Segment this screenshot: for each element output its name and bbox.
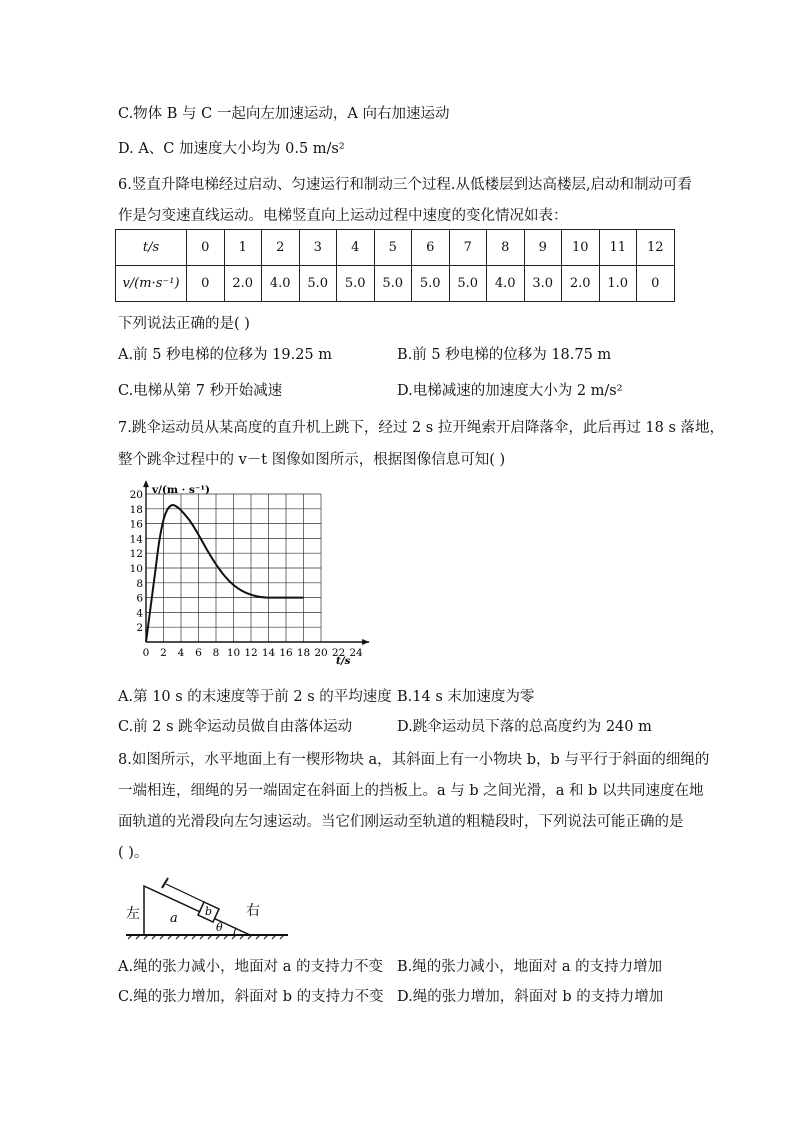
- q6-option-d[interactable]: D.电梯减速的加速度大小为 2 m/s²: [397, 383, 623, 399]
- x-axis-label: t/s: [336, 655, 351, 667]
- table-cell: 1.0: [599, 266, 637, 302]
- table-cell: 0: [187, 266, 225, 302]
- y-tick-label: 16: [129, 518, 143, 531]
- angle-label-theta: θ: [216, 921, 223, 934]
- y-tick-label: 12: [129, 548, 143, 561]
- table-cell: 5.0: [299, 266, 337, 302]
- x-tick-label: 18: [296, 647, 311, 659]
- table-cell: 0: [187, 230, 225, 266]
- table-cell: 10: [562, 230, 600, 266]
- table-cell: 5.0: [449, 266, 487, 302]
- x-tick-label: 8: [212, 647, 220, 659]
- left-label: 左: [126, 906, 140, 922]
- table-cell: 4: [337, 230, 375, 266]
- x-tick-label: 4: [177, 647, 185, 659]
- angle-arc: [234, 928, 236, 935]
- table-cell: 9: [524, 230, 562, 266]
- q7-stem-line1: 7.跳伞运动员从某高度的直升机上跳下，经过 2 s 拉开绳索开启降落伞，此后再过 18 s 落地，: [118, 420, 725, 436]
- table-cell: 0: [637, 266, 675, 302]
- vt-chart: [118, 480, 363, 668]
- chart-grid: [146, 494, 321, 642]
- q6-question: 下列说法正确的是( ): [118, 316, 250, 332]
- q8-stem-line1: 8.如图所示，水平地面上有一楔形物块 a，其斜面上有一小物块 b，b 与平行于斜面的细绳的: [118, 752, 710, 768]
- table-cell: 5.0: [374, 266, 412, 302]
- q6-option-a[interactable]: A.前 5 秒电梯的位移为 19.25 m: [118, 347, 333, 363]
- q7-option-a[interactable]: A.第 10 s 的末速度等于前 2 s 的平均速度: [118, 689, 392, 705]
- y-tick-label: 18: [129, 503, 143, 516]
- y-tick-label: 4: [136, 607, 143, 620]
- table-cell: 7: [449, 230, 487, 266]
- table-cell: 5: [374, 230, 412, 266]
- velocity-curve: [146, 505, 304, 642]
- table-cell: 3.0: [524, 266, 562, 302]
- table-cell: 4.0: [487, 266, 525, 302]
- x-tick-label: 2: [160, 647, 167, 659]
- wedge-label-a: a: [170, 911, 178, 926]
- table-cell: 2.0: [224, 266, 262, 302]
- y-tick-label: 10: [129, 563, 143, 575]
- table-row: [116, 230, 675, 266]
- x-tick-label: 24: [349, 647, 363, 659]
- q8-option-b[interactable]: B.绳的张力减小，地面对 a 的支持力增加: [397, 959, 663, 975]
- table-row: [116, 266, 675, 302]
- x-tick-label: 12: [244, 647, 258, 659]
- table-header-velocity: v/(m·s⁻¹): [116, 266, 187, 302]
- table-cell: 5.0: [412, 266, 450, 302]
- table-header-time: t/s: [116, 230, 187, 266]
- y-tick-label: 14: [129, 533, 143, 546]
- chart-axes: [143, 480, 369, 645]
- table-cell: 8: [487, 230, 525, 266]
- y-tick-label: 2: [136, 622, 143, 635]
- q8-stem-line4: ( )。: [118, 845, 149, 861]
- q7-option-b[interactable]: B.14 s 末加速度为零: [397, 689, 535, 705]
- y-axis-label: v/(m · s⁻¹): [152, 484, 211, 496]
- table-cell: 3: [299, 230, 337, 266]
- wedge-a: [144, 886, 250, 935]
- y-tick-label: 6: [136, 592, 143, 605]
- x-tick-label: 14: [261, 647, 276, 659]
- stopper-plate: [162, 878, 168, 888]
- table-cell: 2: [262, 230, 300, 266]
- prev-option-d: D. A、C 加速度大小均为 0.5 m/s²: [118, 141, 345, 157]
- y-tick-label: 20: [129, 489, 143, 501]
- table-cell: 4.0: [262, 266, 300, 302]
- table-cell: 11: [599, 230, 637, 266]
- x-tick-label: 16: [279, 647, 293, 659]
- q8-option-d[interactable]: D.绳的张力增加，斜面对 b 的支持力增加: [397, 989, 664, 1005]
- right-label: 右: [246, 903, 260, 919]
- q6-stem-line2: 作是匀变速直线运动。电梯竖直向上运动过程中速度的变化情况如表：: [118, 208, 568, 224]
- x-tick-label: 10: [226, 647, 241, 659]
- q6-velocity-table: [115, 229, 675, 302]
- y-axis-arrow: [143, 480, 149, 487]
- q6-option-c[interactable]: C.电梯从第 7 秒开始减速: [118, 383, 283, 399]
- q6-stem-line1: 6.竖直升降电梯经过启动、匀速运行和制动三个过程.从低楼层到达高楼层,启动和制动可看: [118, 177, 693, 193]
- y-tick-label: 8: [136, 577, 143, 590]
- table-cell: 12: [637, 230, 675, 266]
- q8-option-c[interactable]: C.绳的张力增加，斜面对 b 的支持力不变: [118, 989, 384, 1005]
- table-cell: 6: [412, 230, 450, 266]
- table-cell: 5.0: [337, 266, 375, 302]
- q7-option-c[interactable]: C.前 2 s 跳伞运动员做自由落体运动: [118, 719, 353, 735]
- x-tick-label: 6: [195, 647, 202, 659]
- q8-option-a[interactable]: A.绳的张力减小，地面对 a 的支持力不变: [118, 959, 383, 975]
- q8-stem-line3: 面轨道的光滑段向左匀速运动。当它们刚运动至轨道的粗糙段时，下列说法可能正确的是: [118, 814, 684, 830]
- q7-option-d[interactable]: D.跳伞运动员下落的总高度约为 240 m: [397, 719, 652, 735]
- x-tick-label: 22: [331, 647, 346, 659]
- prev-option-c: C.物体 B 与 C 一起向左加速运动，A 向右加速运动: [118, 106, 450, 122]
- table-cell: 2.0: [562, 266, 600, 302]
- wedge-diagram: [118, 868, 298, 943]
- q6-option-b[interactable]: B.前 5 秒电梯的位移为 18.75 m: [397, 347, 612, 363]
- q7-stem-line2: 整个跳伞过程中的 v－t 图像如图所示，根据图像信息可知( ): [118, 452, 506, 468]
- x-tick-label: 0: [142, 647, 150, 659]
- q8-stem-line2: 一端相连，细绳的另一端固定在斜面上的挡板上。a 与 b 之间光滑，a 和 b 以共同速度在地: [118, 783, 704, 799]
- block-label-b: b: [205, 905, 213, 918]
- x-axis-arrow: [362, 639, 369, 645]
- table-cell: 1: [224, 230, 262, 266]
- x-tick-label: 20: [314, 647, 328, 659]
